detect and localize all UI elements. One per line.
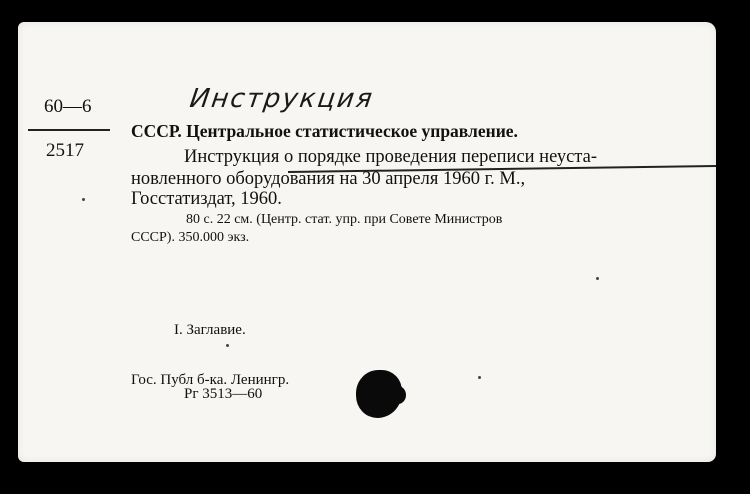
speck — [596, 277, 599, 280]
call-number-divider — [28, 129, 110, 131]
library-line-2: Рг 3513—60 — [184, 386, 263, 402]
speck — [226, 344, 229, 347]
call-number: 60—6 — [44, 96, 92, 117]
library-line-1: Гос. Публ б-ка. Ленингр. — [131, 372, 290, 388]
handwritten-title: Инструкция — [187, 84, 376, 114]
ink-blot-edge — [390, 386, 406, 404]
title-line-3: Госстатиздат, 1960. — [131, 189, 282, 209]
tracing: I. Заглавие. — [174, 322, 246, 338]
card-heading: СССР. Центральное статистическое управление. — [131, 121, 518, 141]
speck — [478, 376, 481, 379]
catalog-card — [18, 22, 716, 462]
speck — [82, 198, 85, 201]
collation-line-1: 80 с. 22 см. (Центр. стат. упр. при Совете Министров — [186, 212, 503, 227]
accession-number: 2517 — [46, 140, 84, 161]
title-line-2: новленного оборудования на 30 апреля 1960 г. М., — [131, 169, 526, 189]
title-line-1: Инструкция о порядке проведения переписи неуста- — [184, 147, 597, 167]
collation-line-2: СССР). 350.000 экз. — [131, 230, 250, 245]
